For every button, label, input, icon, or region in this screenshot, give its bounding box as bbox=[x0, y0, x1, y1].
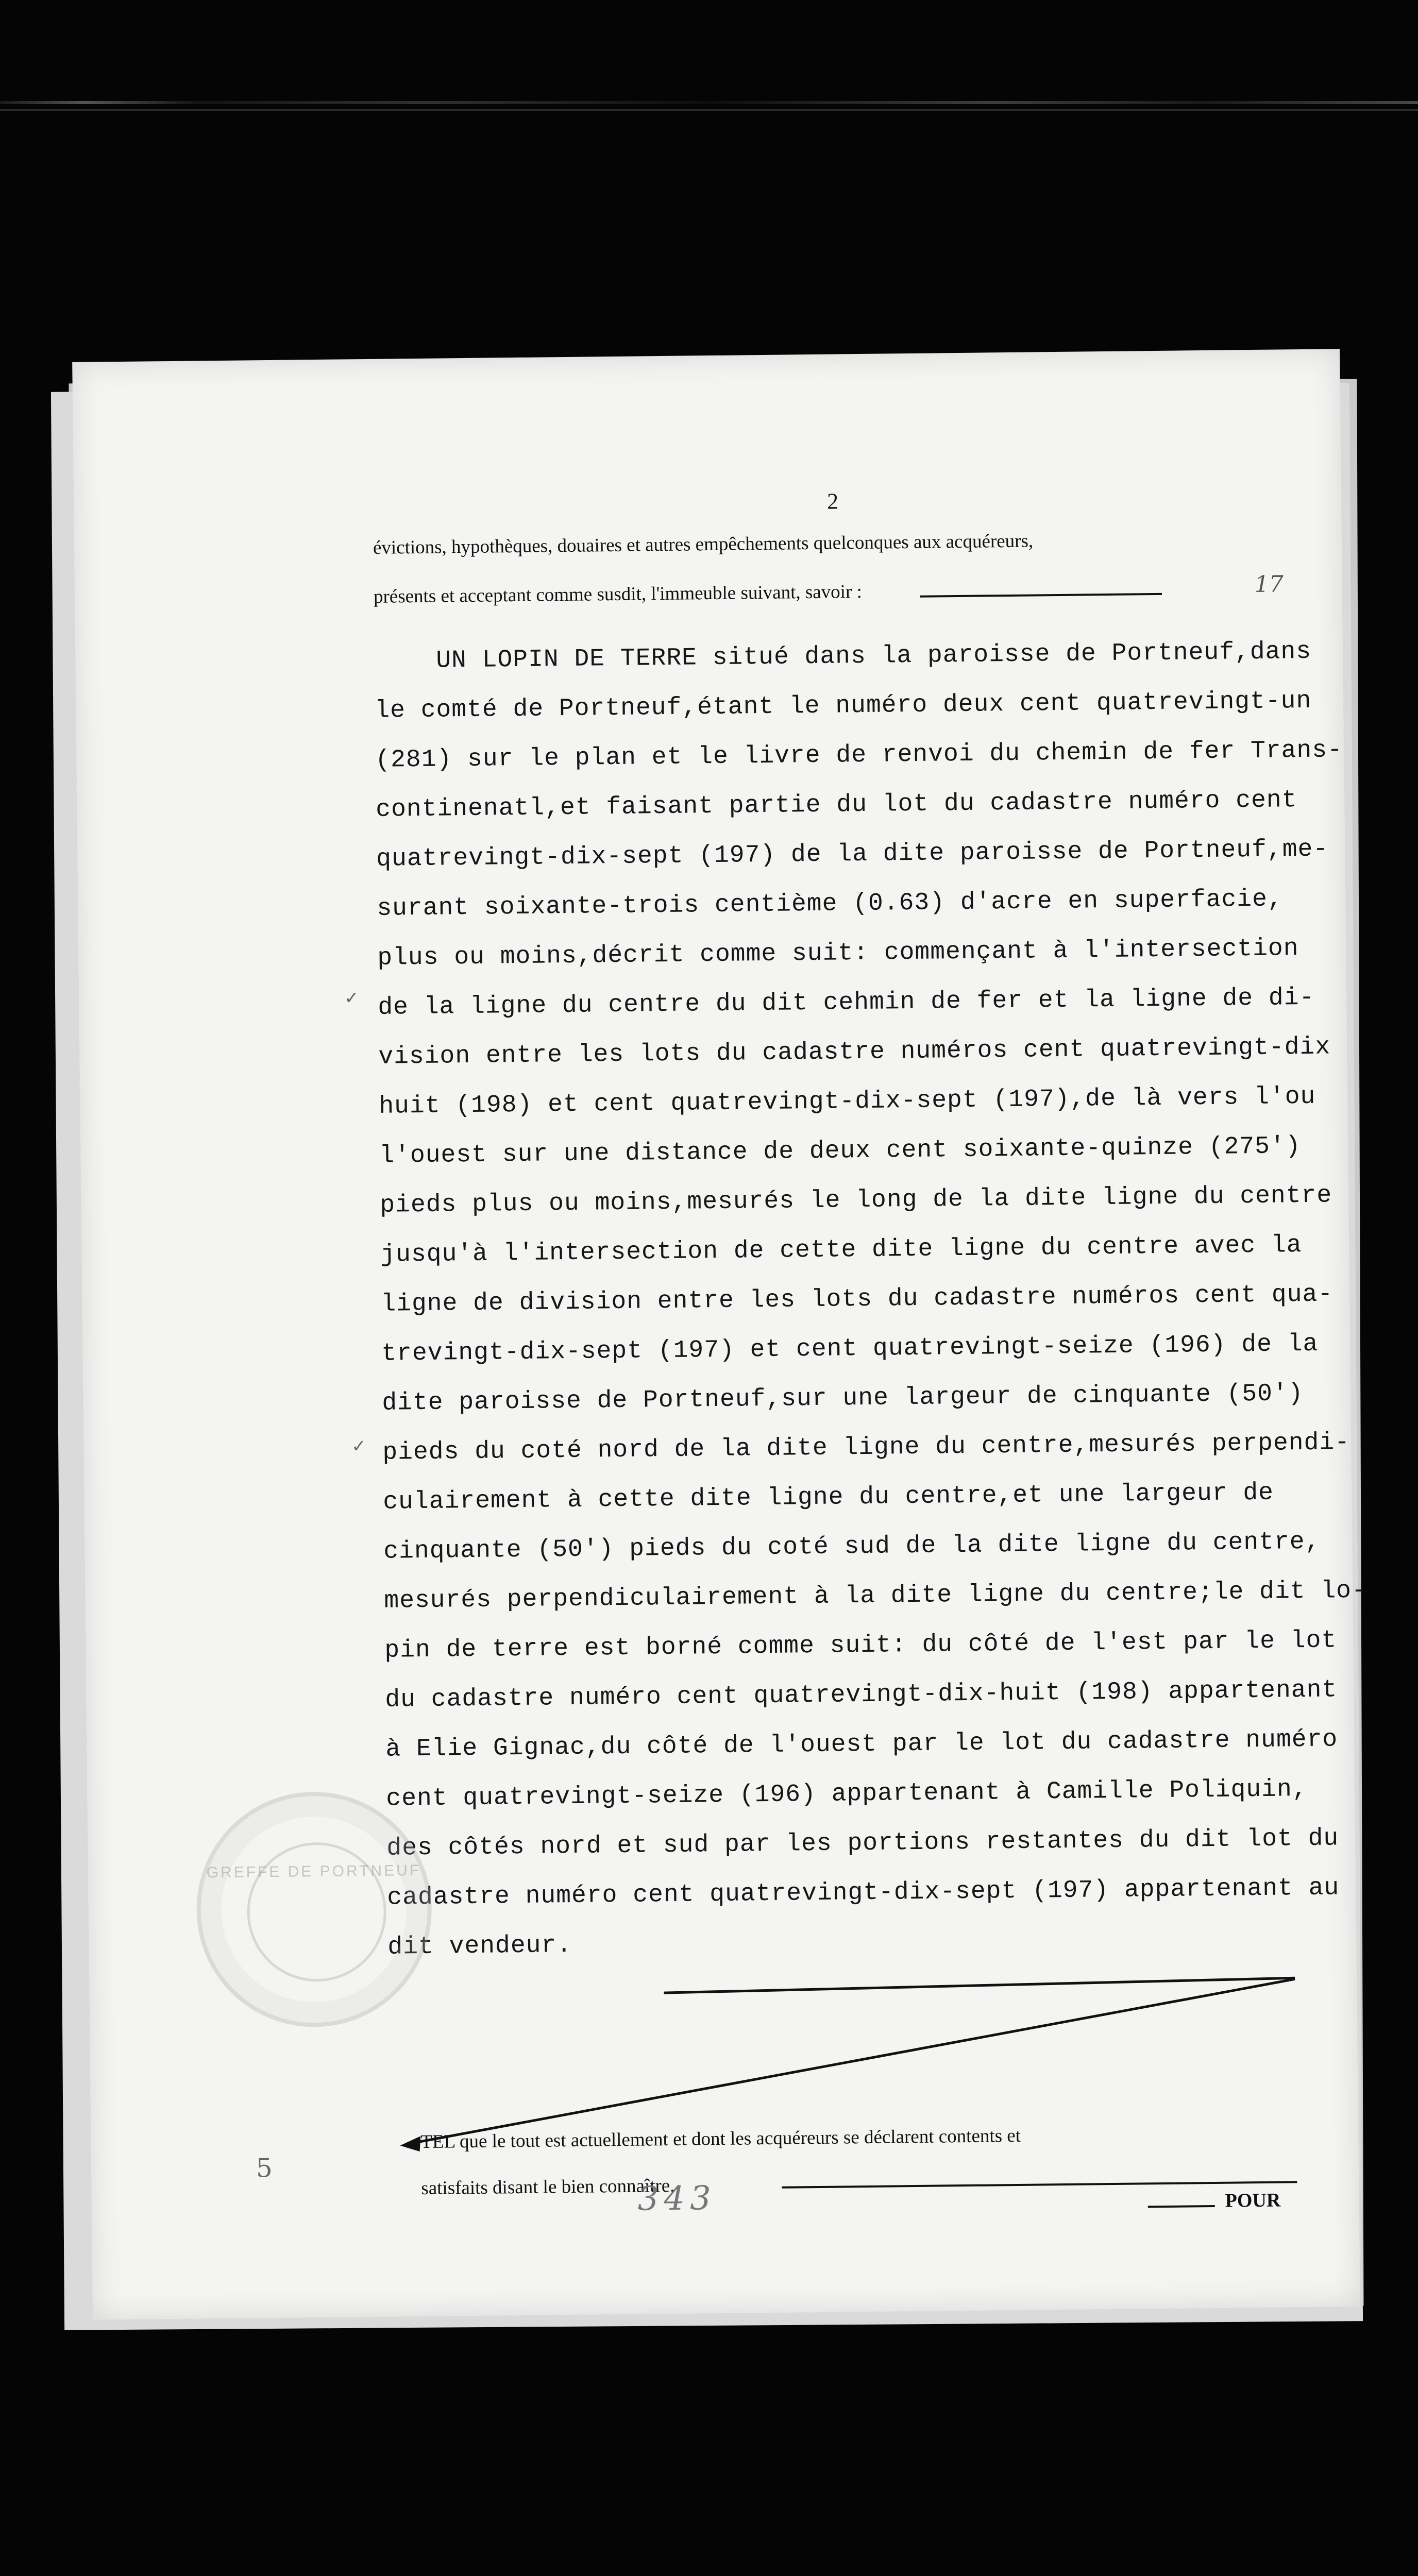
body-line: à Elie Gignac,du côté de l'ouest par le lot du cadastre numéro bbox=[385, 1725, 1338, 1764]
seal-text: GREFFE DE PORTNEUF bbox=[206, 1862, 421, 1882]
body-line: cadastre numéro cent quatrevingt-dix-sept (197) appartenant au bbox=[387, 1874, 1340, 1912]
body-line: vision entre les lots du cadastre numéros cent quatrevingt-dix bbox=[378, 1033, 1331, 1071]
body-line: des côtés nord et sud par les portions restantes du dit lot du bbox=[386, 1824, 1339, 1862]
footer-line-2: satisfaits disant le bien connaître. bbox=[421, 2175, 675, 2199]
body-line: culairement à cette dite ligne du centre,et une largeur de bbox=[383, 1479, 1274, 1516]
body-line: UN LOPIN DE TERRE situé dans la paroisse de Portneuf,dans bbox=[435, 637, 1312, 675]
scanner-edge-top bbox=[0, 101, 1418, 104]
pencil-number: 343 bbox=[637, 2179, 717, 2218]
body-line: huit (198) et cent quatrevingt-dix-sept (197),de là vers l'ou bbox=[379, 1082, 1316, 1121]
body-line: dit vendeur. bbox=[387, 1931, 572, 1961]
body-line: pieds plus ou moins,mesurés le long de la dite ligne du centre bbox=[380, 1181, 1332, 1219]
body-line: quatrevingt-dix-sept (197) de la dite paroisse de Portneuf,me- bbox=[376, 835, 1329, 873]
body-line: de la ligne du centre du dit cehmin de fer et la ligne de di- bbox=[378, 984, 1315, 1022]
pour-label: POUR bbox=[1225, 2189, 1281, 2212]
body-line: le comté de Portneuf,étant le numéro deux cent quatrevingt-un bbox=[375, 687, 1312, 725]
margin-note: 17 bbox=[1254, 571, 1284, 598]
pencil-mark: 5 bbox=[256, 2153, 273, 2183]
body-line: (281) sur le plan et le livre de renvoi du chemin de fer Trans- bbox=[375, 736, 1343, 774]
body-line: dite paroisse de Portneuf,sur une largeur de cinquante (50') bbox=[382, 1380, 1304, 1417]
page-number: 2 bbox=[826, 488, 839, 514]
body-line: cent quatrevingt-seize (196) appartenant à Camille Poliquin, bbox=[386, 1775, 1308, 1813]
document-page bbox=[72, 349, 1368, 2320]
body-line: jusqu'à l'intersection de cette dite ligne du centre avec la bbox=[380, 1231, 1302, 1269]
footer-line-1: TEL que le tout est actuellement et dont les acquéreurs se déclarent contents et bbox=[420, 2125, 1021, 2153]
body-line: ligne de division entre les lots du cadastre numéros cent qua- bbox=[381, 1280, 1333, 1318]
body-line: plus ou moins,décrit comme suit: commençant à l'intersection bbox=[377, 935, 1299, 972]
body-line: du cadastre numéro cent quatrevingt-dix-huit (198) appartenant bbox=[385, 1676, 1338, 1714]
body-line: surant soixante-trois centième (0.63) d'acre en superfacie, bbox=[377, 885, 1283, 923]
check-mark: ✓ bbox=[344, 988, 359, 1009]
header-line-1: évictions, hypothèques, douaires et autres empêchements quelconques aux acquéreurs, bbox=[373, 530, 1034, 558]
body-line: l'ouest sur une distance de deux cent soixante-quinze (275') bbox=[379, 1132, 1301, 1170]
body-line: pin de terre est borné comme suit: du côté de l'est par le lot bbox=[384, 1626, 1337, 1665]
check-mark: ✓ bbox=[351, 1436, 366, 1457]
scanner-edge-line bbox=[0, 109, 1418, 111]
body-line: trevingt-dix-sept (197) et cent quatrevingt-seize (196) de la bbox=[381, 1330, 1319, 1368]
header-line-2: présents et acceptant comme susdit, l'immeuble suivant, savoir : bbox=[373, 581, 863, 607]
body-line: continenatl,et faisant partie du lot du cadastre numéro cent bbox=[376, 786, 1297, 824]
body-line: mesurés perpendiculairement à la dite ligne du centre;le dit lo- bbox=[384, 1577, 1368, 1615]
body-line: cinquante (50') pieds du coté sud de la dite ligne du centre, bbox=[383, 1528, 1321, 1566]
strike-through-lines bbox=[72, 349, 1360, 2320]
body-line: pieds du coté nord de la dite ligne du centre,mesurés perpendi- bbox=[382, 1429, 1351, 1467]
